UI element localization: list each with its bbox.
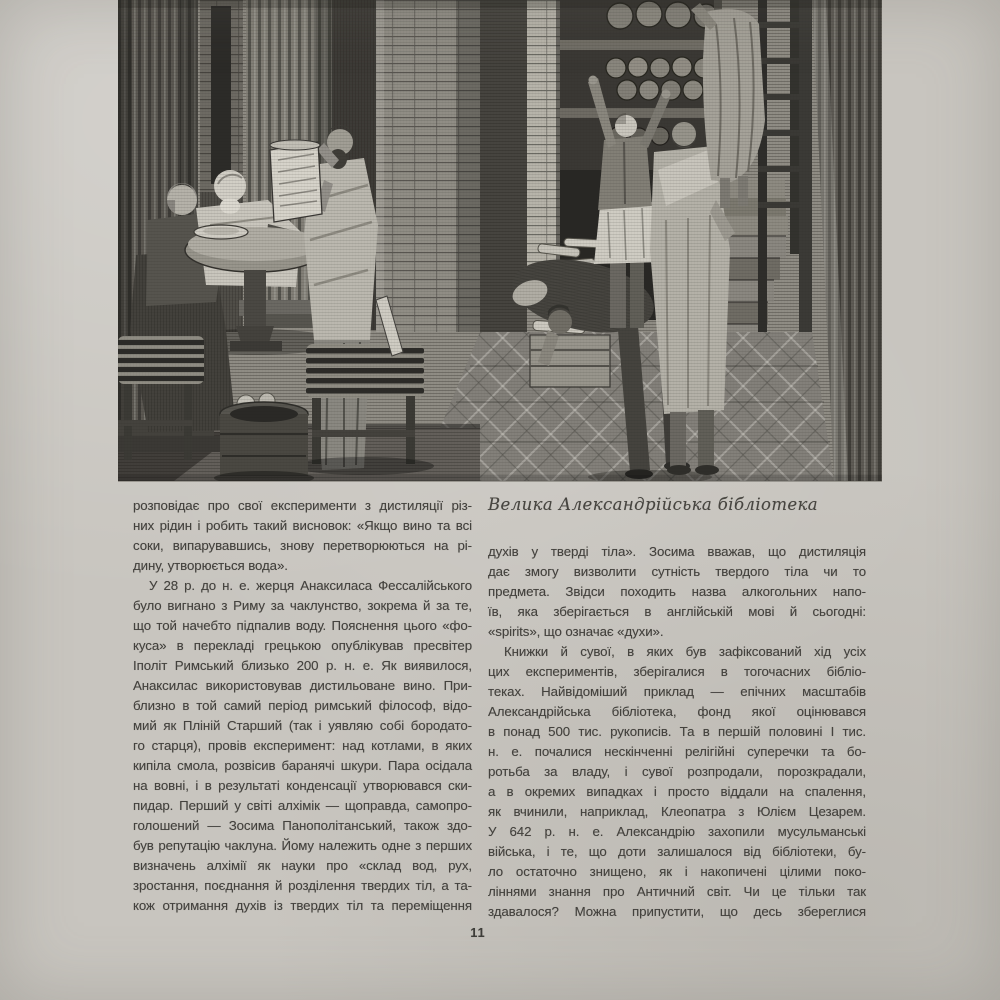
text-line: визначень алхімії як науки про «склад вод, рух, bbox=[133, 858, 472, 873]
text-line: ліннями знання про Античний світ. Чи це тільки так bbox=[488, 884, 866, 899]
text-line: духів у тверді тіла». Зосима вважав, що дистиляція bbox=[488, 544, 866, 559]
text-line: в понад 500 тис. рукописів. Та в першій половині І тис. bbox=[488, 724, 866, 739]
text-line: «spirits», що означає «духи». bbox=[488, 624, 664, 639]
text-line: на вовні, і в результаті конденсації утворювався ски- bbox=[133, 778, 472, 793]
right-column bbox=[488, 494, 866, 922]
text-line: зростання, поєднання й розділення твердих тіл, а та- bbox=[133, 878, 472, 893]
text-line: Іполіт Римський близько 200 р. н. е. Як виявилося, bbox=[133, 658, 472, 673]
engraving-illustration bbox=[118, 0, 882, 481]
text-line: кож отримання духів із твердих тіл та переміщення bbox=[133, 898, 472, 913]
text-line: предмета. Звідси походить назва алкогольних напо- bbox=[488, 584, 866, 599]
text-line: а в окремих випадках і просто віддали на спалення, bbox=[488, 784, 866, 799]
text-line: У 642 р. н. е. Александрію захопили мусульманські bbox=[488, 824, 866, 839]
text-line: них рідин і робить такий висновок: «Якщо вино та всі bbox=[133, 518, 472, 533]
text-line: Книжки й сувої, в яких був зафіксований хід усіх bbox=[504, 644, 866, 659]
text-line: Анаксилас використовував дистильоване вино. При- bbox=[133, 678, 472, 693]
text-line: близно в той самий період римський філософ, відо- bbox=[133, 698, 472, 713]
page-number: 11 bbox=[470, 926, 486, 940]
right-column-body bbox=[488, 542, 866, 922]
text-line: розповідає про свої експерименти з дистиляції різ- bbox=[133, 498, 472, 513]
text-line: пидар. Перший у світі алхімік — щоправда, самопро- bbox=[133, 798, 472, 813]
text-line: цих експериментів, зберігалися в тогочасних бібліо- bbox=[488, 664, 866, 679]
text-line: го старця), провів експеримент: над котлами, в яких bbox=[133, 738, 472, 753]
text-line: мий як Пліній Старший (так і уявляю собі бородато- bbox=[133, 718, 472, 733]
text-line: війська, і те, що доти залишалося від бібліотеки, бу- bbox=[488, 844, 866, 859]
left-column bbox=[133, 496, 472, 916]
text-line: ло остаточно знищено, як і накопичені цілими поко- bbox=[488, 864, 866, 879]
text-line: н. е. почалися нескінченні релігійні суперечки та бо- bbox=[488, 744, 866, 759]
text-line: теках. Найвідоміший приклад — епічних масштабів bbox=[488, 684, 866, 699]
text-line: дає змогу визволити сутність твердого тіла чи то bbox=[488, 564, 866, 579]
text-line: було вигнано з Риму за чаклунство, зокрема й за те, bbox=[133, 598, 472, 613]
text-line: як вчинили, наприклад, Клеопатра з Юлієм Цезарем. bbox=[488, 804, 866, 819]
text-line: кипіла смола, розвісив баранячі шкури. Пара осідала bbox=[133, 758, 472, 773]
text-line: куса» в перекладі грецькою опублікував пресвітер bbox=[133, 638, 472, 653]
text-line: був репутацію чаклуна. Йому належить одне з перших bbox=[133, 838, 472, 853]
section-heading: Велика Александрійська бібліотека bbox=[488, 495, 819, 514]
engraving-svg bbox=[118, 0, 882, 481]
text-line: їв, яка зберігається в англійській мові й сьогодні: bbox=[488, 604, 866, 619]
text-line: голошений — Зосима Панополітанський, також здо- bbox=[133, 818, 472, 833]
text-line: що той начебто підпалив воду. Пояснення цього «фо- bbox=[133, 618, 472, 633]
text-line: Александрійська бібліотека, фонд якої оцінювався bbox=[488, 704, 866, 719]
text-line: У 28 р. до н. е. жерця Анаксиласа Фессалійського bbox=[149, 578, 472, 593]
text-line: здавалося? Можна припустити, що десь збереглися bbox=[488, 904, 866, 919]
text-line: дину, утворюється вода». bbox=[133, 558, 288, 573]
text-line: ротьба за владу, і сувої розпродали, порозкрадали, bbox=[488, 764, 866, 779]
text-line: соки, випарувавшись, знову перетворюються на рі- bbox=[133, 538, 472, 553]
